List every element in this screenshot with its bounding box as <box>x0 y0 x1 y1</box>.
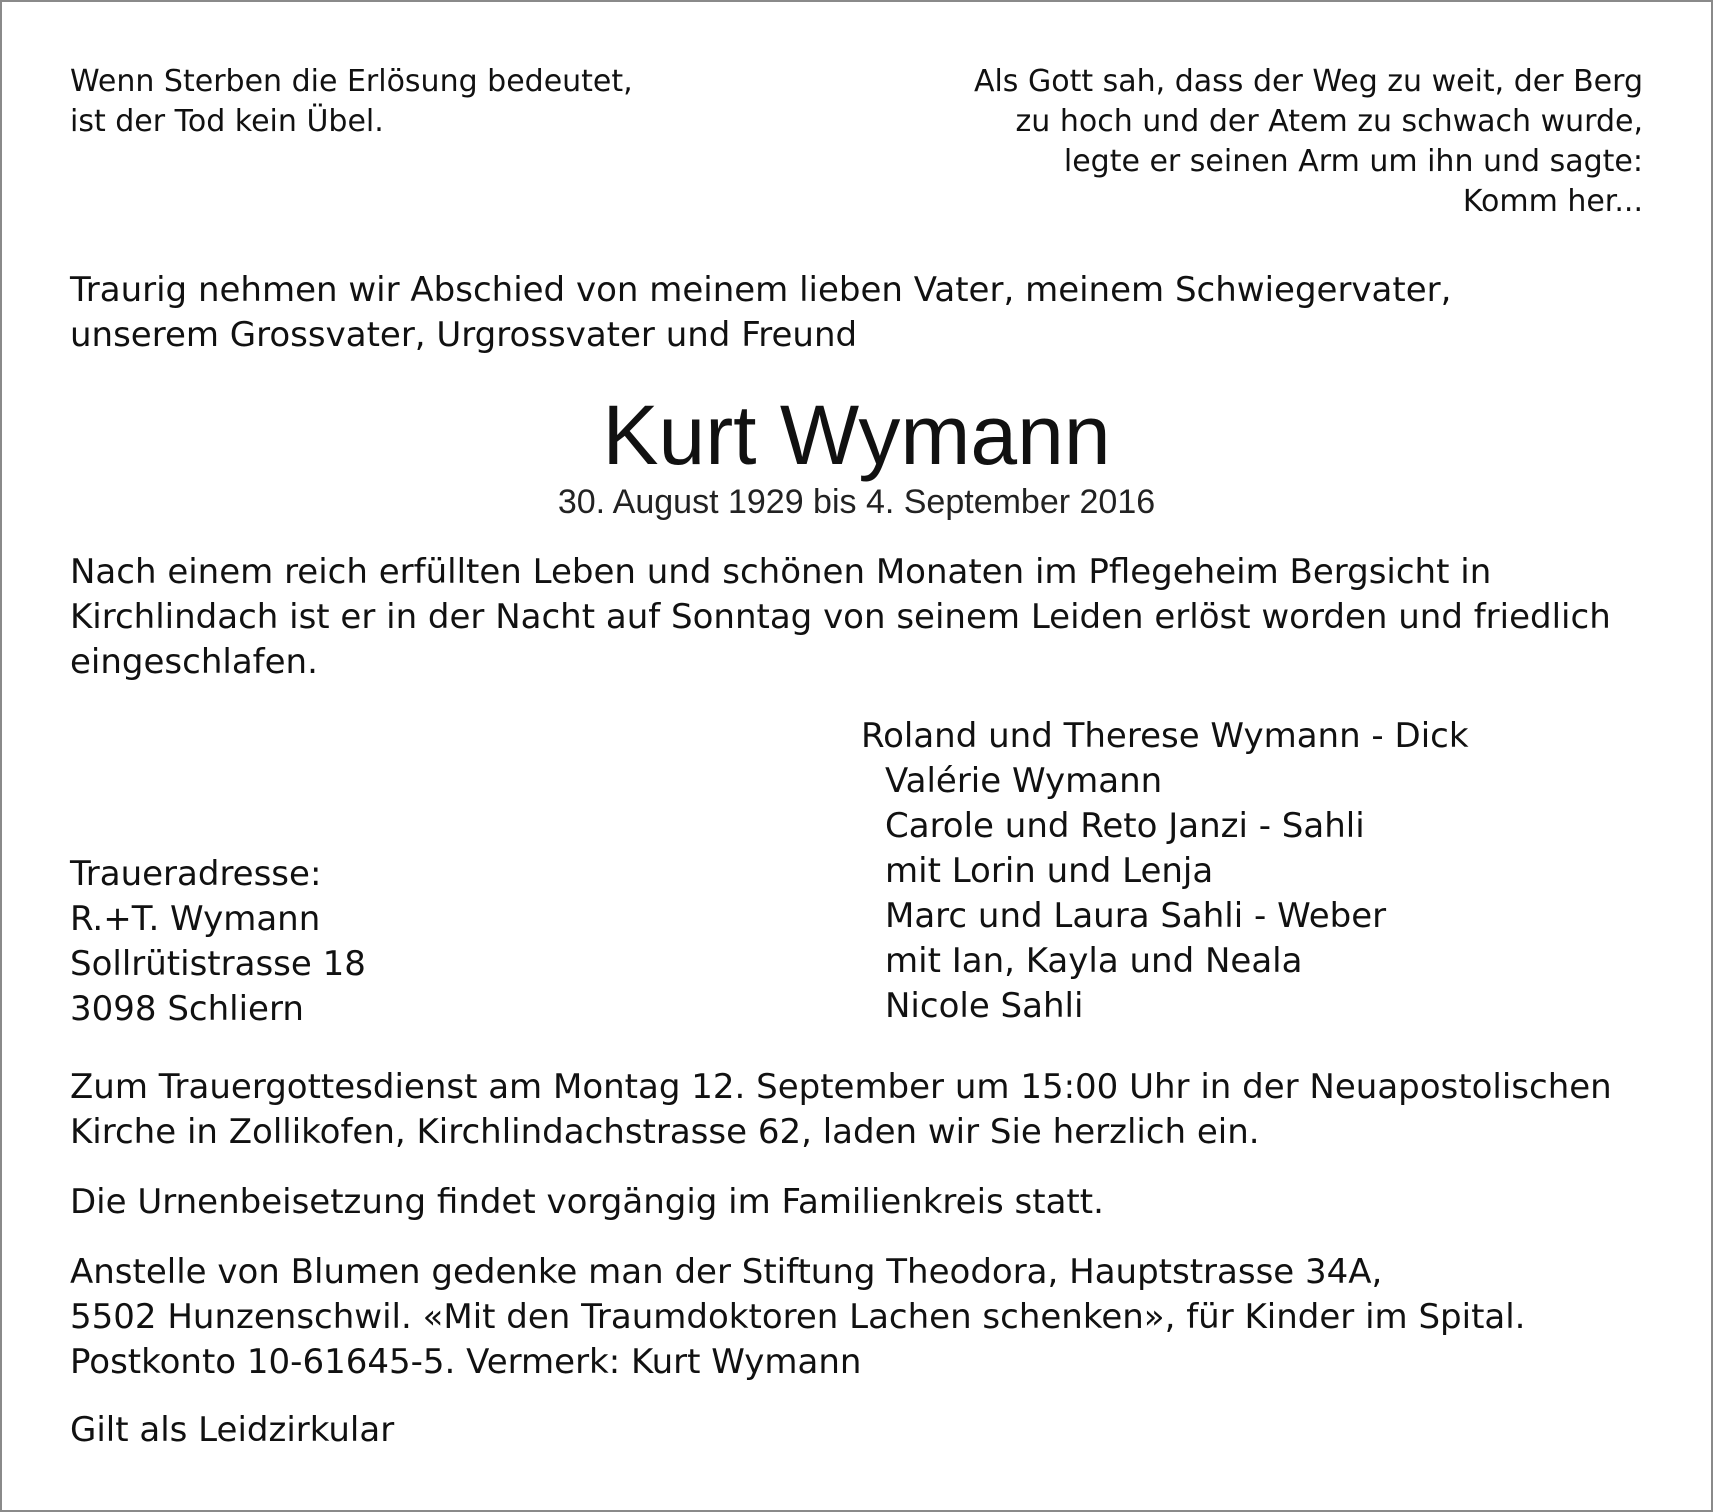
family-member: mit Lorin und Lenja <box>885 851 1214 891</box>
family-head: Roland und Therese Wymann - Dick <box>861 716 1469 756</box>
donation-line: Anstelle von Blumen gedenke man der Stiftung Theodora, Hauptstrasse 34A, <box>70 1252 1383 1292</box>
verse-left <box>70 62 633 142</box>
life-line: eingeschlafen. <box>70 642 318 682</box>
verse-left-line: ist der Tod kein Übel. <box>70 104 384 139</box>
family-member: Marc und Laura Sahli - Weber <box>885 896 1387 936</box>
address-line: 3098 Schliern <box>70 989 304 1029</box>
service-line: Zum Trauergottesdienst am Montag 12. September um 15:00 Uhr in der Neuapostolischen <box>70 1067 1612 1107</box>
verse-left-line: Wenn Sterben die Erlösung bedeutet, <box>70 64 633 99</box>
family-list <box>861 714 1469 1029</box>
family-member: Nicole Sahli <box>885 986 1084 1026</box>
intro-line: Traurig nehmen wir Abschied von meinem lieben Vater, meinem Schwiegervater, <box>70 270 1452 310</box>
address-line: Sollrütistrasse 18 <box>70 944 366 984</box>
urn-text <box>70 1180 1104 1225</box>
intro-text <box>70 268 1451 358</box>
donation-line: 5502 Hunzenschwil. «Mit den Traumdoktoren Lachen schenken», für Kinder im Spital. <box>70 1297 1526 1337</box>
address-label: Traueradresse: <box>70 854 322 894</box>
family-member: Carole und Reto Janzi - Sahli <box>885 806 1365 846</box>
donation-text <box>70 1250 1526 1385</box>
service-text <box>70 1065 1612 1155</box>
service-line: Kirche in Zollikofen, Kirchlindachstrasse 62, laden wir Sie herzlich ein. <box>70 1112 1260 1152</box>
deceased-name: Kurt Wymann <box>602 388 1111 482</box>
donation-line: Postkonto 10-61645-5. Vermerk: Kurt Wymann <box>70 1342 862 1382</box>
urn-line: Die Urnenbeisetzung findet vorgängig im Familienkreis statt. <box>70 1182 1104 1222</box>
verse-right-line: legte er seinen Arm um ihn und sagte: <box>1063 144 1643 179</box>
life-line: Nach einem reich erfüllten Leben und schönen Monaten im Pflegeheim Bergsicht in <box>70 552 1492 592</box>
verse-right-line: Als Gott sah, dass der Weg zu weit, der Berg <box>973 64 1643 99</box>
closing-line: Gilt als Leidzirkular <box>70 1410 395 1450</box>
intro-line: unserem Grossvater, Urgrossvater und Freund <box>70 315 858 355</box>
closing-text <box>70 1408 394 1453</box>
life-dates: 30. August 1929 bis 4. September 2016 <box>557 483 1156 521</box>
verse-right-line: Komm her... <box>1462 184 1643 219</box>
mourning-address <box>70 852 366 1032</box>
verse-right <box>974 62 1643 222</box>
life-text <box>70 550 1611 685</box>
family-member: Valérie Wymann <box>885 761 1163 801</box>
address-line: R.+T. Wymann <box>70 899 321 939</box>
life-line: Kirchlindach ist er in der Nacht auf Sonntag von seinem Leiden erlöst worden und friedlich <box>70 597 1611 637</box>
family-member: mit Ian, Kayla und Neala <box>885 941 1303 981</box>
verse-right-line: zu hoch und der Atem zu schwach wurde, <box>1015 104 1643 139</box>
